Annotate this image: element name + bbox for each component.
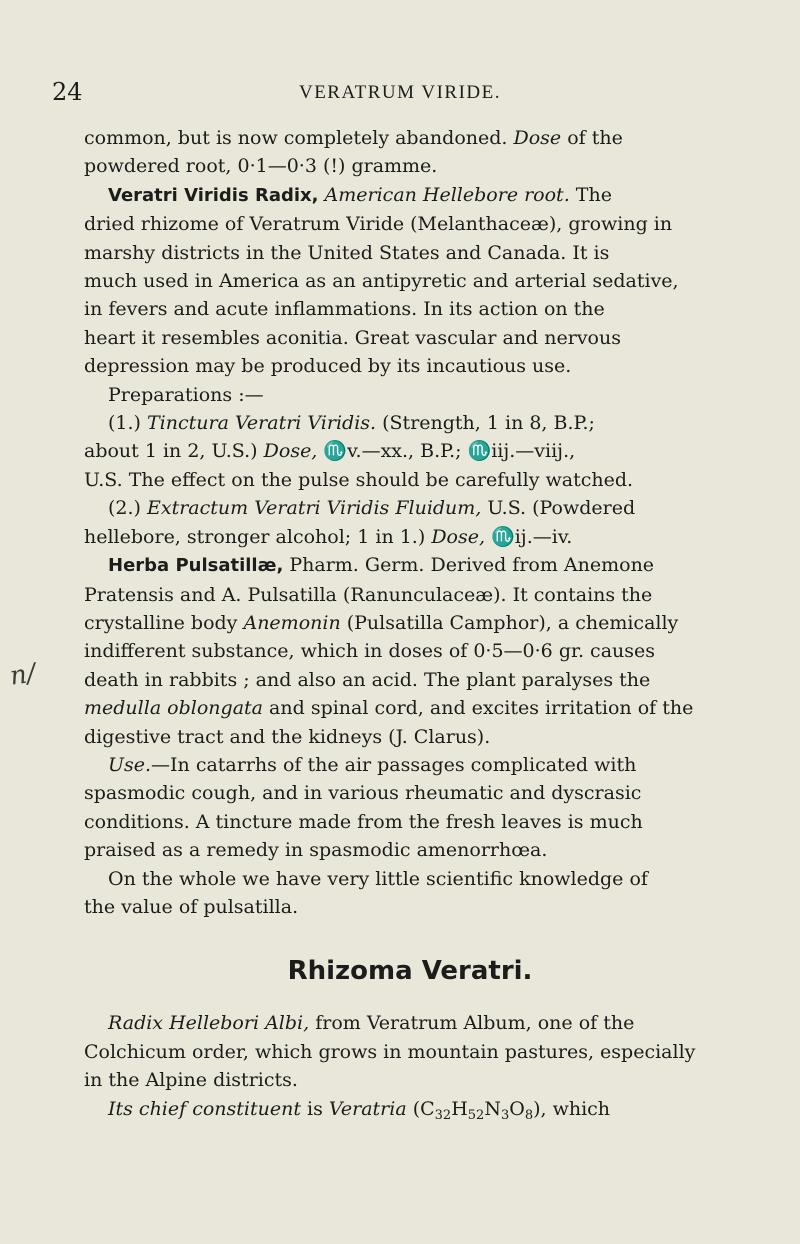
entry-herba-pulsatillae: Herba Pulsatillæ, Pharm. Germ. Derived from Anemone — [108, 554, 655, 577]
text-line: Preparations :— — [108, 383, 264, 406]
body-text — [84, 124, 736, 1123]
text-line: depression may be produced by its incautious use. — [84, 355, 572, 378]
text-line: the value of pulsatilla. — [84, 895, 299, 918]
entry-heading: Herba Pulsatillæ, — [108, 555, 284, 577]
running-head: VERATRUM VIRIDE. — [298, 82, 502, 103]
text-line: Pratensis and A. Pulsatilla (Ranunculaceæ). It contains the — [84, 583, 653, 606]
page-number: 24 — [52, 78, 83, 106]
text-line: medulla oblongata and spinal cord, and excites irritation of the — [84, 697, 694, 720]
text-line: common, but is now completely abandoned. Dose of the — [84, 127, 623, 149]
text-line: conditions. A tincture made from the fresh leaves is much — [84, 810, 643, 833]
entry-veratri-viridis: Veratri Viridis Radix, American Hellebore root. The — [108, 183, 612, 206]
page-header — [52, 78, 748, 108]
chemical-formula: $(C_{32}H_{52}N_3O_8)$, — [412, 1097, 547, 1123]
text-line: praised as a remedy in spasmodic amenorrhœa. — [84, 839, 548, 862]
text-line: about 1 in 2, U.S.) Dose, ♏v.—xx., B.P.; ♏iij.—viij., — [84, 440, 576, 463]
text-line: Radix Hellebori Albi, from Veratrum Album, one of the — [108, 1012, 635, 1035]
text-line: hellebore, stronger alcohol; 1 in 1.) Dose, ♏ij.—iv. — [84, 525, 573, 548]
text-line: crystalline body Anemonin (Pulsatilla Camphor), a chemically — [84, 611, 679, 634]
preparation-2: (2.) Extractum Veratri Viridis Fluidum, U.S. (Powdered — [108, 497, 636, 520]
text-line: spasmodic cough, and in various rheumatic and dyscrasic — [84, 782, 642, 805]
text-line: Its chief constituent is Veratria $(C_{32}H_{52}N_3O_8)$, which — [108, 1097, 611, 1123]
text-line: powdered root, 0·1—0·3 (!) gramme. — [84, 155, 438, 178]
text-line: Use.—In catarrhs of the air passages complicated with — [108, 753, 637, 776]
preparation-1: (1.) Tinctura Veratri Viridis. (Strength, 1 in 8, B.P.; — [108, 412, 595, 435]
handwritten-margin-note: n/ — [8, 658, 38, 692]
entry-heading: Veratri Viridis Radix, — [108, 184, 319, 206]
text-line: in fevers and acute inflammations. In its action on the — [84, 298, 605, 321]
text-line: digestive tract and the kidneys (J. Clarus). — [84, 725, 491, 748]
text-line: U.S. The effect on the pulse should be carefully watched. — [84, 468, 634, 491]
text-line: Colchicum order, which grows in mountain pastures, especially — [84, 1040, 696, 1063]
text-line: heart it resembles aconitia. Great vascular and nervous — [84, 326, 621, 349]
text-line: On the whole we have very little scientific knowledge of — [108, 867, 648, 890]
text-line: marshy districts in the United States and Canada. It is — [84, 241, 610, 264]
text-line: indifferent substance, which in doses of 0·5—0·6 gr. causes — [84, 640, 656, 663]
text-line: in the Alpine districts. — [84, 1069, 298, 1092]
text-line: death in rabbits ; and also an acid. The plant paralyses the — [84, 668, 651, 691]
text-line: dried rhizome of Veratrum Viride (Melanthaceæ), growing in — [84, 213, 673, 236]
text-line: much used in America as an antipyretic and arterial sedative, — [84, 270, 679, 293]
section-title: Rhizoma Veratri. — [287, 956, 533, 987]
